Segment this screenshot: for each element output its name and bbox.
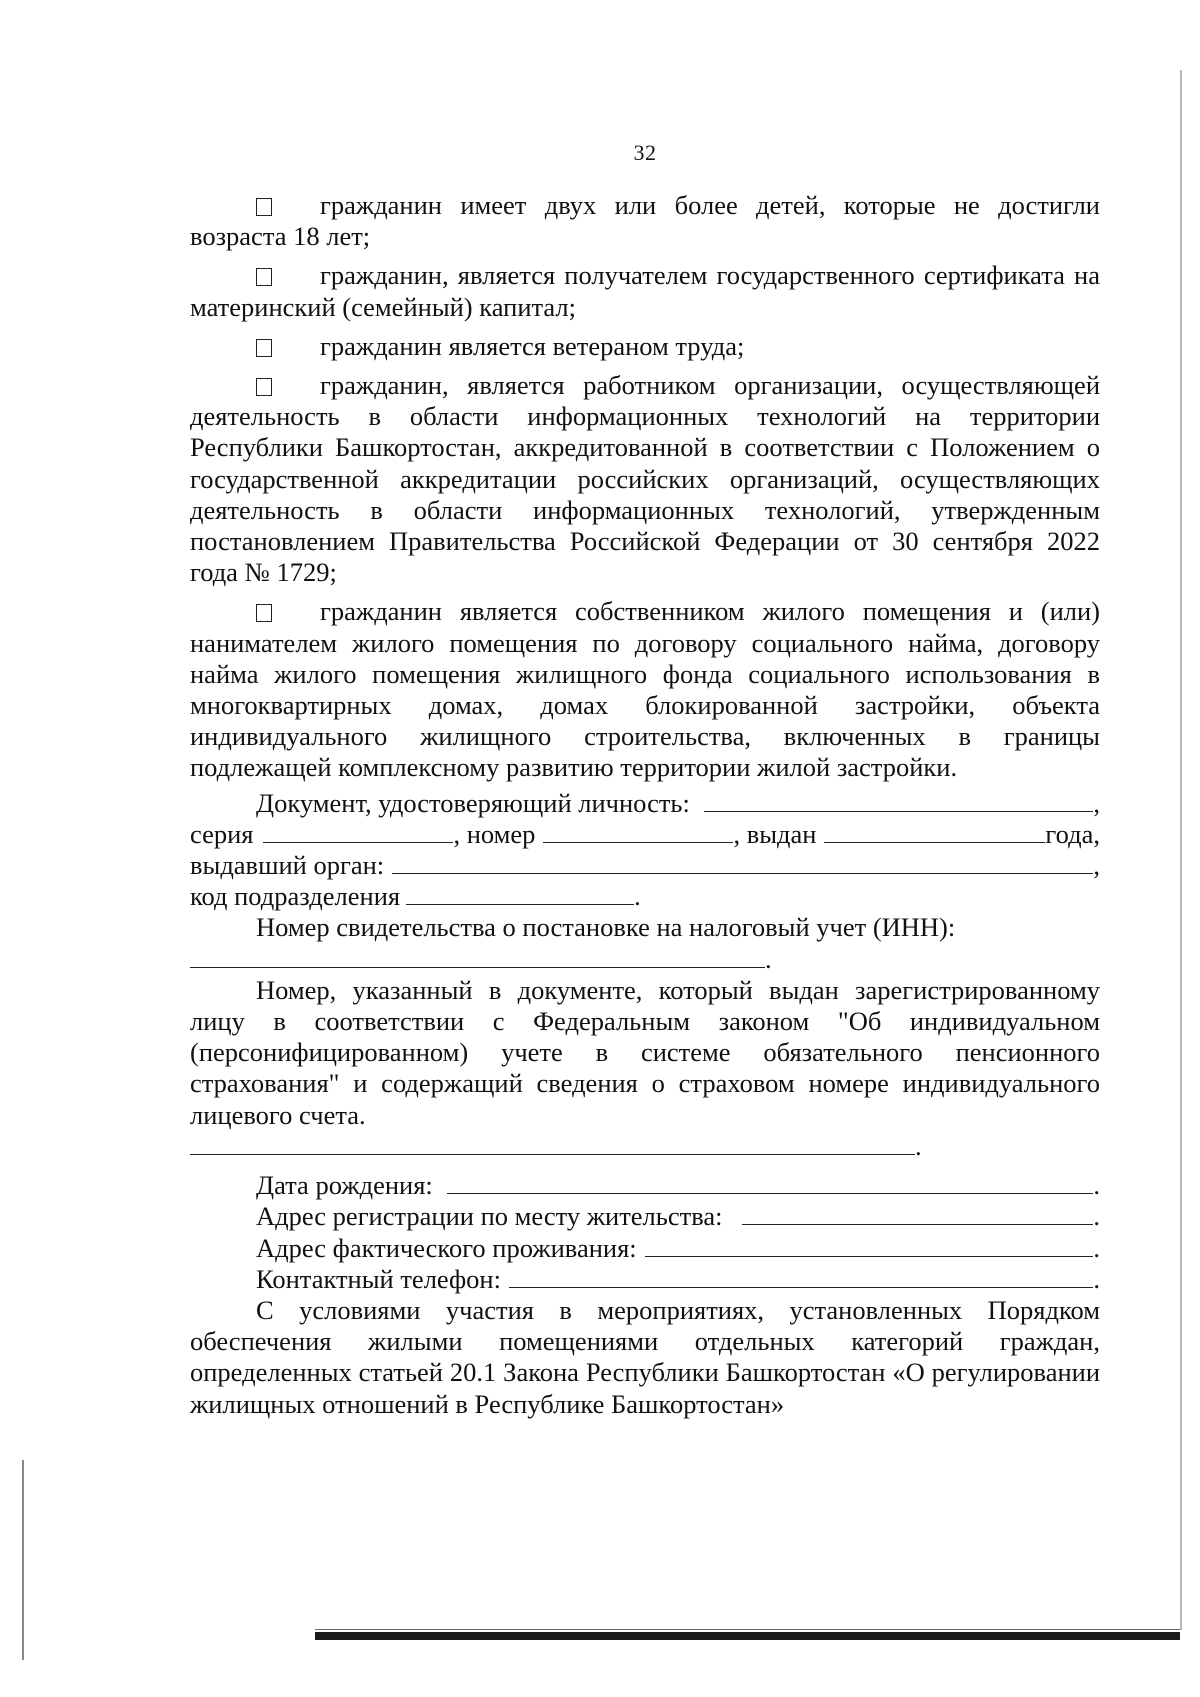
snils-label: Номер, указанный в документе, который выдан зарегистрированному лицу в соответствии с Федеральным законом "Об индивидуальном (персонифицированном) учете в системе обязательного пенсионного страхования" и содержащий сведения о страховом номере индивидуального лицевого счета. bbox=[190, 974, 1100, 1130]
checkbox-item bbox=[190, 190, 1100, 252]
checkbox-item-text: гражданин имеет двух или более детей, которые не достигли возраста 18 лет; bbox=[190, 190, 1100, 252]
actual-address-field[interactable] bbox=[645, 1236, 1094, 1257]
issued-date-field[interactable] bbox=[824, 822, 1045, 843]
checkbox-item-text: гражданин является собственником жилого помещения и (или) нанимателем жилого помещения по договору социального найма, договору найма жилого помещения жилищного фонда социального использования в многоквартирных домах, домах блокированной застройки, объекта индивидуального жилищного строительства, включенных в границы подлежащей комплексному развитию территории жилой застройки. bbox=[190, 596, 1100, 783]
period: . bbox=[1093, 1263, 1100, 1294]
checkbox-item bbox=[190, 260, 1100, 322]
checkbox-item bbox=[190, 331, 1100, 362]
identity-doc-row bbox=[190, 788, 1100, 819]
checkbox-item bbox=[190, 596, 1100, 783]
inn-field[interactable] bbox=[190, 947, 765, 968]
identity-series-row bbox=[190, 819, 1100, 850]
authority-label: выдавший орган: bbox=[190, 850, 385, 881]
checkbox[interactable] bbox=[256, 378, 272, 396]
snils-field[interactable] bbox=[190, 1134, 915, 1155]
checkbox-item-text: гражданин является ветераном труда; bbox=[320, 330, 745, 361]
period: . bbox=[1093, 1232, 1100, 1263]
scan-edge-right bbox=[1180, 70, 1182, 1630]
checkbox[interactable] bbox=[256, 268, 272, 286]
period: . bbox=[1093, 1201, 1100, 1232]
scan-bottom-line bbox=[315, 1629, 1180, 1630]
number-field[interactable] bbox=[543, 822, 733, 843]
birth-field[interactable] bbox=[447, 1173, 1094, 1194]
checkbox[interactable] bbox=[256, 604, 272, 622]
form-content bbox=[190, 190, 1100, 1420]
period: . bbox=[765, 943, 772, 974]
reg-address-row bbox=[190, 1201, 1100, 1232]
period: . bbox=[915, 1130, 922, 1161]
period: . bbox=[634, 881, 641, 912]
checkbox-item-text: гражданин, является получателем государственного сертификата на материнский (семейный) капитал; bbox=[190, 260, 1100, 322]
series-field[interactable] bbox=[263, 822, 453, 843]
page-number: 32 bbox=[633, 140, 657, 165]
code-label: код подразделения bbox=[190, 881, 401, 912]
inn-row bbox=[190, 944, 1100, 975]
inn-label: Номер свидетельства о постановке на налоговый учет (ИНН): bbox=[256, 912, 956, 943]
number-label: , номер bbox=[453, 818, 536, 849]
series-label: серия bbox=[190, 818, 254, 849]
period: . bbox=[1093, 1170, 1100, 1201]
actual-address-label: Адрес фактического проживания: bbox=[256, 1232, 637, 1263]
checkbox-item-text: гражданин, является работником организации, осуществляющей деятельность в области информационных технологий на территории Республики Башкортостан, аккредитованной в соответствии с Положением о государственной аккредитации российских организаций, осуществляющих деятельность в области информационных технологий, утвержденным постановлением Правительства Российской Федерации от 30 сентября 2022 года № 1729; bbox=[190, 370, 1100, 588]
authority-field[interactable] bbox=[392, 853, 1093, 874]
checkbox[interactable] bbox=[256, 339, 272, 357]
reg-address-field[interactable] bbox=[742, 1204, 1093, 1225]
authority-row bbox=[190, 850, 1100, 881]
birth-label: Дата рождения: bbox=[256, 1170, 433, 1201]
code-row bbox=[190, 881, 1100, 912]
phone-row bbox=[190, 1264, 1100, 1295]
identity-doc-label: Документ, удостоверяющий личность: bbox=[256, 787, 690, 818]
scan-edge-left bbox=[22, 1460, 24, 1660]
actual-address-row bbox=[190, 1233, 1100, 1264]
final-paragraph: С условиями участия в мероприятиях, установленных Порядком обеспечения жилыми помещениями отдельных категорий граждан, определенных статьей 20.1 Закона Республики Башкортостан «О регулировании жилищных отношений в Республике Башкортостан» bbox=[190, 1294, 1100, 1419]
reg-address-label: Адрес регистрации по месту жительства: bbox=[256, 1201, 723, 1232]
phone-label: Контактный телефон: bbox=[256, 1263, 501, 1294]
comma: , bbox=[1093, 787, 1100, 818]
scan-bottom-bar bbox=[315, 1632, 1180, 1640]
checkbox[interactable] bbox=[256, 198, 272, 216]
birth-row bbox=[190, 1170, 1100, 1201]
code-field[interactable] bbox=[406, 884, 634, 905]
phone-field[interactable] bbox=[509, 1267, 1093, 1288]
identity-doc-field[interactable] bbox=[704, 791, 1094, 812]
issued-label: , выдан bbox=[733, 818, 817, 849]
checkbox-item bbox=[190, 370, 1100, 588]
year-label: года, bbox=[1045, 818, 1100, 849]
snils-row bbox=[190, 1131, 1100, 1162]
comma: , bbox=[1093, 850, 1100, 881]
